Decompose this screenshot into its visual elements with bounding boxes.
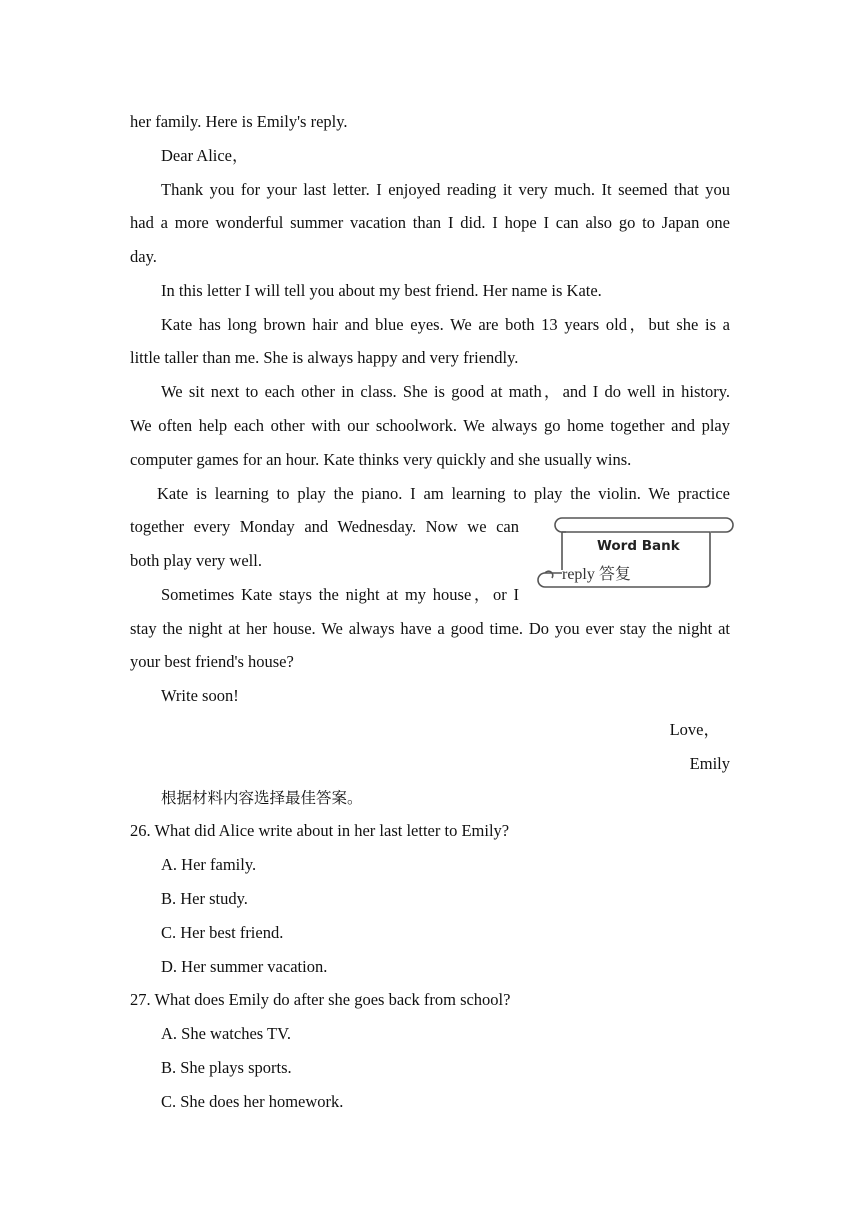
passage-line: computer games for an hour. Kate thinks very quickly and she usually wins. xyxy=(130,450,632,469)
letter-closing: Write soon! xyxy=(161,686,239,705)
passage-line: both play very well. xyxy=(130,551,262,570)
option-b: B. She plays sports. xyxy=(161,1058,292,1077)
letter-signoff: Love， xyxy=(669,720,720,739)
option-c: C. She does her homework. xyxy=(161,1092,344,1111)
letter-signature: Emily xyxy=(689,754,730,773)
passage-line: Kate is learning to play the piano. I am learning to play the violin. We practice xyxy=(157,484,730,503)
letter-salutation: Dear Alice， xyxy=(161,146,249,165)
option-b: B. Her study. xyxy=(161,889,248,908)
passage-line: her family. Here is Emily's reply. xyxy=(130,112,348,131)
option-a: A. Her family. xyxy=(161,855,257,874)
option-a: A. She watches TV. xyxy=(161,1024,292,1043)
word-bank-title: Word Bank xyxy=(597,538,680,554)
passage-line: your best friend's house? xyxy=(130,652,294,671)
passage-line: had a more wonderful summer vacation than I did. I hope I can also go to Japan one xyxy=(130,213,730,232)
option-c: C. Her best friend. xyxy=(161,923,284,942)
passage-line: Kate has long brown hair and blue eyes. We are both 13 years old，but she is a xyxy=(161,315,730,334)
passage-line: stay the night at her house. We always have a good time. Do you ever stay the night at xyxy=(130,619,730,638)
passage-line: little taller than me. She is always happy and very friendly. xyxy=(130,348,519,367)
passage-line: day. xyxy=(130,247,157,266)
question-stem: 27. What does Emily do after she goes back from school? xyxy=(130,990,511,1009)
passage-line: together every Monday and Wednesday. Now we can xyxy=(130,517,519,536)
passage-line: Thank you for your last letter. I enjoyed reading it very much. It seemed that you xyxy=(161,180,730,199)
passage-line: We sit next to each other in class. She is good at math，and I do well in history. xyxy=(161,382,730,401)
option-d: D. Her summer vacation. xyxy=(161,957,328,976)
passage-line: In this letter I will tell you about my best friend. Her name is Kate. xyxy=(161,281,602,300)
passage-line: Sometimes Kate stays the night at my house，or I xyxy=(161,585,519,604)
word-bank-entry: reply 答复 xyxy=(562,566,631,583)
passage-line: We often help each other with our schoolwork. We always go home together and play xyxy=(130,416,730,435)
instructions: 根据材料内容选择最佳答案。 xyxy=(161,789,363,807)
question-stem: 26. What did Alice write about in her last letter to Emily? xyxy=(130,821,510,840)
